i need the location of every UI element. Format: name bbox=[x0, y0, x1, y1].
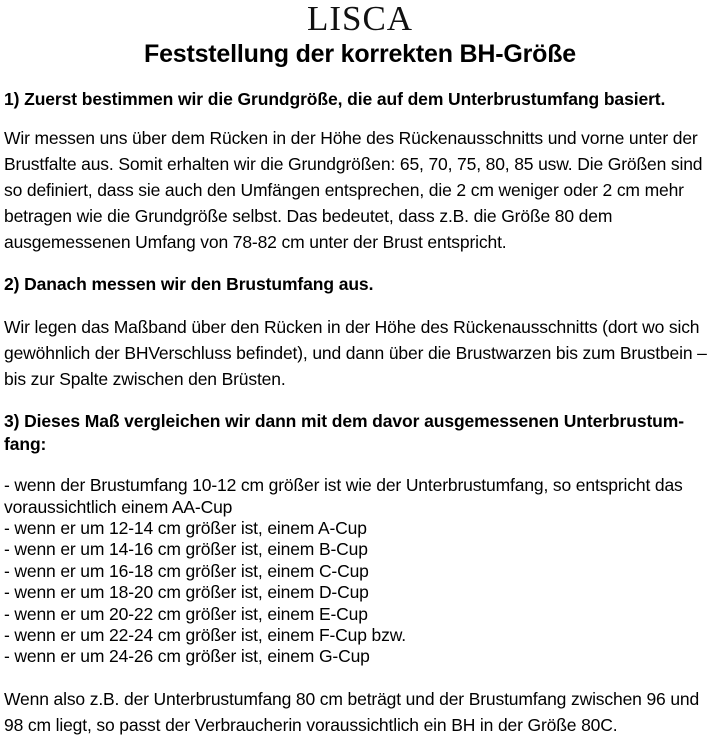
conclusion-paragraph: Wenn also z.B. der Unterbrustumfang 80 cm beträgt und der Brustumfang zwischen 96 und 98 cm liegt, so passt der Verbraucherin voraussichtlich ein BH in der Größe 80C. bbox=[4, 688, 700, 735]
page-title: Feststellung der korrekten BH-Größe bbox=[144, 40, 576, 68]
list-item: - wenn er um 22-24 cm größer ist, einem F-Cup bzw. bbox=[4, 625, 406, 646]
list-item: - wenn er um 24-26 cm größer ist, einem G-Cup bbox=[4, 646, 370, 667]
section-3-heading-line-2: fang: bbox=[4, 434, 47, 454]
document-body bbox=[4, 88, 718, 738]
cup-chart-list bbox=[4, 518, 718, 668]
list-item: - wenn er um 12-14 cm größer ist, einem A-Cup bbox=[4, 518, 367, 538]
spacer bbox=[4, 668, 718, 686]
list-item: - wenn er um 18-20 cm größer ist, einem D-Cup bbox=[4, 582, 369, 603]
section-3-heading-line-1: 3) Dieses Maß vergleichen wir dann mit dem davor ausgemessenen Unterbrustum- bbox=[4, 411, 684, 431]
section-1-heading: 1) Zuerst bestimmen wir die Grundgröße, die auf dem Unterbrustumfang basiert. bbox=[4, 89, 666, 109]
list-item: - wenn er um 14-16 cm größer ist, einem B-Cup bbox=[4, 539, 368, 560]
spacer bbox=[4, 296, 718, 314]
spacer bbox=[4, 111, 718, 125]
list-item: - wenn er um 20-22 cm größer ist, einem E-Cup bbox=[4, 603, 368, 624]
brand-logo-text: LISCA bbox=[306, 0, 414, 38]
spacer bbox=[4, 456, 718, 474]
spacer bbox=[4, 255, 718, 273]
cup-chart-intro: - wenn der Brustumfang 10-12 cm größer ist wie der Unterbrustumfang, so entspricht das voraussichtlich einem AA-Cup bbox=[4, 475, 683, 517]
spacer bbox=[4, 392, 718, 410]
section-2-heading: 2) Danach messen wir den Brustumfang aus. bbox=[4, 274, 374, 294]
list-item: - wenn er um 16-18 cm größer ist, einem C-Cup bbox=[4, 560, 369, 581]
brand-logo bbox=[0, 0, 720, 37]
section-2-body: Wir legen das Maßband über den Rücken in der Höhe des Rückenausschnitts (dort wo sich gewöhnlich der BHVerschluss befindet), und dann über die Brustwarzen bis zum Brustbein – bis zur Spalte zwischen den Brüsten. bbox=[4, 317, 707, 389]
section-1-body: Wir messen uns über dem Rücken in der Höhe des Rückenausschnitts und vorne unter der Brustfalte aus. Somit erhalten wir die Grundgrößen: 65, 70, 75, 80, 85 usw. Die Größen sind so definiert, dass sie auch den Umfängen entsprechen, die 2 cm weniger oder 2 cm mehr betragen wie die Grundgröße selbst. Das bedeutet, dass z.B. die Größe 80 dem ausgemessenen Umfang von 78-82 cm unter der Brust entspricht. bbox=[4, 128, 703, 252]
